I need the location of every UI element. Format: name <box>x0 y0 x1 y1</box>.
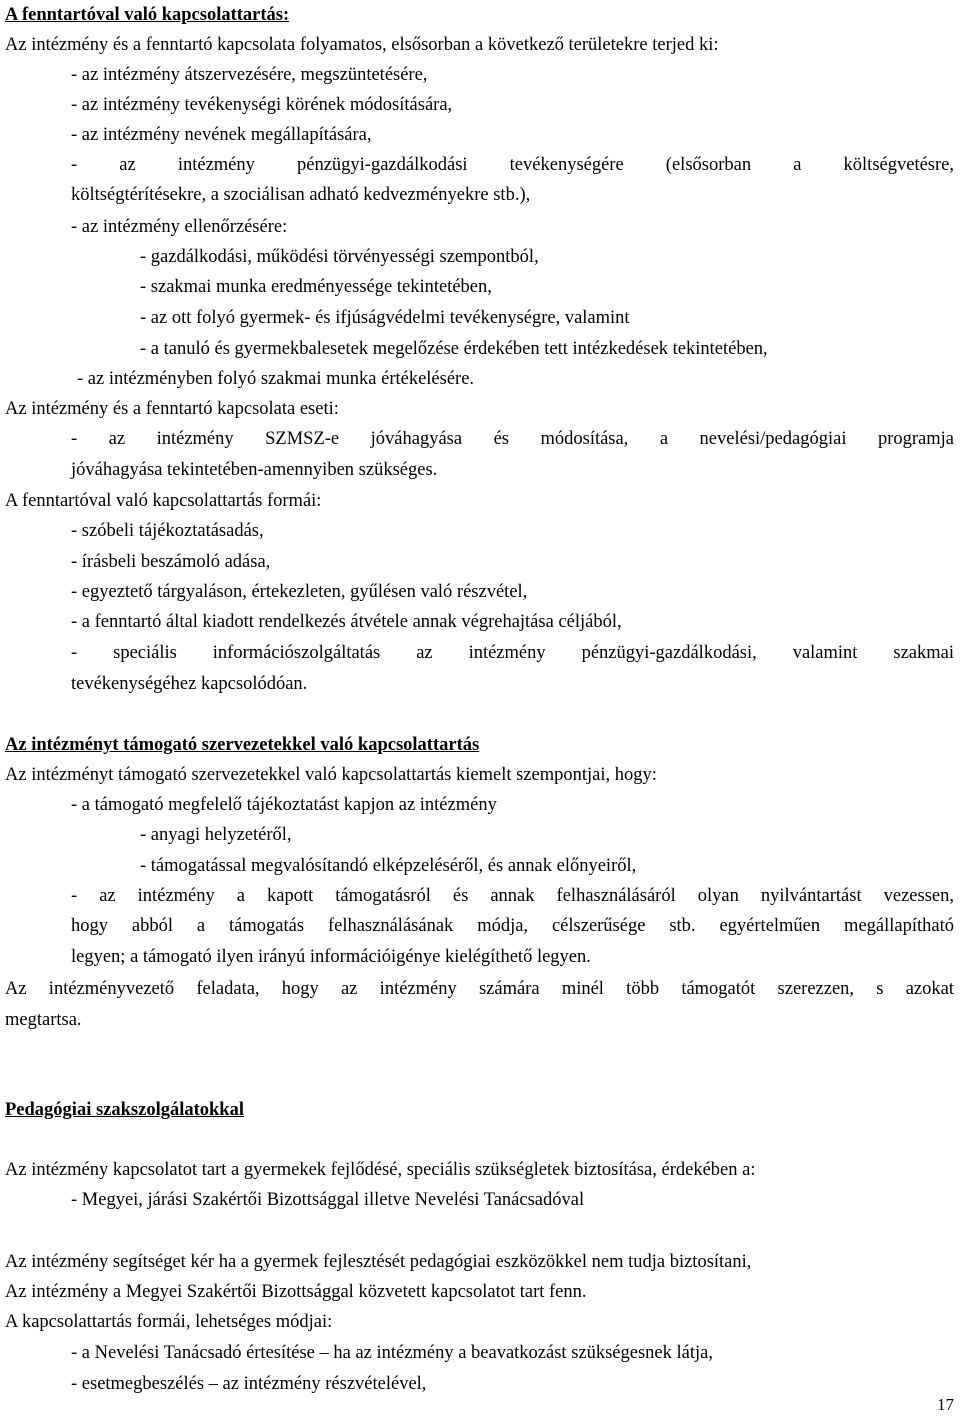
sub-list-item: - szakmai munka eredményessége tekintetében, <box>140 277 492 297</box>
paragraph-line: A fenntartóval való kapcsolattartás formái: <box>5 491 322 511</box>
list-item: - az intézmény a kapott támogatásról és annak felhasználásáról olyan nyilvántartást vezessen, <box>71 886 954 906</box>
paragraph-line: Az intézmény kapcsolatot tart a gyermekek fejlődésé, speciális szükségletek biztosítása, érdekében a: <box>5 1160 756 1180</box>
list-item-continuation: jóváhagyása tekintetében-amennyiben szükséges. <box>71 460 438 480</box>
list-item: - Megyei, járási Szakértői Bizottsággal illetve Nevelési Tanácsadóval <box>71 1190 585 1210</box>
list-item: - speciális információszolgáltatás az intézmény pénzügyi-gazdálkodási, valamint szakmai <box>71 643 954 663</box>
paragraph-line: Az intézmény és a fenntartó kapcsolata eseti: <box>5 399 339 419</box>
paragraph-line: megtartsa. <box>5 1010 82 1030</box>
sub-list-item: - támogatással megvalósítandó elképzeléséről, és annak előnyeiről, <box>140 856 637 876</box>
list-item: - az intézmény SZMSZ-e jóváhagyása és módosítása, a nevelési/pedagógiai programja <box>71 429 954 449</box>
list-item-continuation: hogy abból a támogatás felhasználásának módja, célszerűsége stb. egyértelműen megállapítható <box>71 916 954 936</box>
list-item: - az intézmény pénzügyi-gazdálkodási tevékenységére (elsősorban a költségvetésre, <box>71 155 954 175</box>
list-item: - egyeztető tárgyaláson, értekezleten, gyűlésen való részvétel, <box>71 582 528 602</box>
section-heading-szakszolgalat: Pedagógiai szakszolgálatokkal <box>5 1100 244 1120</box>
sub-list-item: - anyagi helyzetéről, <box>140 825 292 845</box>
list-item: - szóbeli tájékoztatásadás, <box>71 521 264 541</box>
list-item: - az intézmény tevékenységi körének módosítására, <box>71 95 453 115</box>
list-item: - az intézmény ellenőrzésére: <box>71 217 288 237</box>
sub-list-item: - a tanuló és gyermekbalesetek megelőzése érdekében tett intézkedések tekintetében, <box>140 339 768 359</box>
paragraph-line: Az intézmény segítséget kér ha a gyermek fejlesztését pedagógiai eszközökkel nem tudja biztosítani, <box>5 1252 752 1272</box>
page-number: 17 <box>937 1395 954 1414</box>
list-item: - a támogató megfelelő tájékoztatást kapjon az intézmény <box>71 795 497 815</box>
section-heading-fenntarto: A fenntartóval való kapcsolattartás: <box>5 5 290 25</box>
list-item-continuation: legyen; a támogató ilyen irányú információigénye kielégíthető legyen. <box>71 947 591 967</box>
list-item: - a Nevelési Tanácsadó értesítése – ha az intézmény a beavatkozást szükségesnek látja, <box>71 1343 713 1363</box>
list-item-continuation: tevékenységéhez kapcsolódóan. <box>71 674 308 694</box>
paragraph-line: A kapcsolattartás formái, lehetséges módjai: <box>5 1312 333 1332</box>
paragraph-line: Az intézmény és a fenntartó kapcsolata folyamatos, elsősorban a következő területekre terjed ki: <box>5 35 719 55</box>
list-item-continuation: költségtérítésekre, a szociálisan adható kedvezményekre stb.), <box>71 185 531 205</box>
list-item: - az intézmény nevének megállapítására, <box>71 125 372 145</box>
list-item: - esetmegbeszélés – az intézmény részvételével, <box>71 1374 427 1394</box>
paragraph-line: Az intézményvezető feladata, hogy az intézmény számára minél több támogatót szerezzen, s azokat <box>5 979 954 999</box>
list-item: - az intézményben folyó szakmai munka értékelésére. <box>77 369 475 389</box>
list-item: - az intézmény átszervezésére, megszüntetésére, <box>71 65 428 85</box>
paragraph-line: Az intézmény a Megyei Szakértői Bizottsággal közvetett kapcsolatot tart fenn. <box>5 1282 587 1302</box>
list-item: - írásbeli beszámoló adása, <box>71 552 271 572</box>
paragraph-line: Az intézményt támogató szervezetekkel való kapcsolattartás kiemelt szempontjai, hogy: <box>5 765 657 785</box>
sub-list-item: - az ott folyó gyermek- és ifjúságvédelmi tevékenységre, valamint <box>140 308 630 328</box>
section-heading-tamogato: Az intézményt támogató szervezetekkel való kapcsolattartás <box>5 735 480 755</box>
sub-list-item: - gazdálkodási, működési törvényességi szempontból, <box>140 247 539 267</box>
list-item: - a fenntartó által kiadott rendelkezés átvétele annak végrehajtása céljából, <box>71 612 622 632</box>
